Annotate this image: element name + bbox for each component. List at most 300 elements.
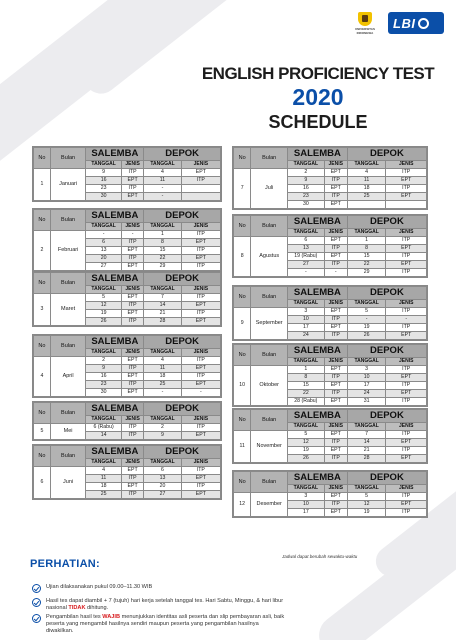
check-circle-icon <box>32 614 41 623</box>
column-header-tanggal: TANGGAL <box>288 229 325 237</box>
depok-date: - <box>144 185 181 193</box>
salemba-type: EPT <box>324 493 347 501</box>
salemba-type: ITP <box>324 501 347 509</box>
month-name: Desember <box>251 493 288 517</box>
salemba-type: EPT <box>324 308 347 316</box>
column-header-jenis: JENIS <box>324 229 347 237</box>
table-row <box>34 294 221 302</box>
salemba-type: EPT <box>324 366 347 374</box>
month-name: September <box>251 308 288 340</box>
month-number: 12 <box>234 493 251 517</box>
column-header-tanggal: TANGGAL <box>347 358 386 366</box>
depok-type: ITP <box>386 324 427 332</box>
depok-date: 15 <box>347 253 386 261</box>
depok-type: EPT <box>386 374 427 382</box>
depok-type <box>386 201 427 209</box>
depok-date: 22 <box>347 261 386 269</box>
column-header-bulan: Bulan <box>50 403 86 424</box>
salemba-date: 30 <box>86 193 122 201</box>
month-table-april <box>32 334 222 398</box>
depok-type <box>181 193 220 201</box>
column-header-bulan: Bulan <box>50 446 86 467</box>
depok-date: 13 <box>144 475 181 483</box>
schedule-note: Jadwal dapat berubah sewaktu-waktu <box>282 554 358 559</box>
salemba-date: 11 <box>86 475 122 483</box>
column-header-tanggal: TANGGAL <box>144 223 181 231</box>
depok-date: 1 <box>347 237 386 245</box>
depok-type: - <box>386 316 427 324</box>
salemba-type: ITP <box>324 316 347 324</box>
column-header-no: No <box>34 336 51 357</box>
depok-type: EPT <box>181 169 220 177</box>
salemba-type: - <box>121 231 143 239</box>
salemba-date: 16 <box>86 373 122 381</box>
salemba-type: EPT <box>324 185 347 193</box>
check-circle-icon <box>32 584 41 593</box>
location-header-depok: DEPOK <box>347 216 426 229</box>
column-header-jenis: JENIS <box>386 300 427 308</box>
salemba-date: 22 <box>288 390 325 398</box>
attention-item <box>32 598 302 612</box>
column-header-jenis: JENIS <box>386 229 427 237</box>
column-header-jenis: JENIS <box>324 485 347 493</box>
location-header-salemba: SALEMBA <box>288 148 348 161</box>
table-row <box>234 493 427 501</box>
month-number: 3 <box>34 294 51 326</box>
depok-type: ITP <box>386 493 427 501</box>
salemba-type: ITP <box>324 177 347 185</box>
table-row <box>34 169 221 177</box>
month-table-agustus <box>232 214 428 278</box>
depok-date: 28 <box>144 318 181 326</box>
month-table-juni <box>32 444 222 500</box>
column-header-jenis: JENIS <box>324 423 347 431</box>
month-number: 8 <box>234 237 251 277</box>
salemba-type: ITP <box>324 332 347 340</box>
attention-text: Ujian dilaksanakan pukul 09.00–11.30 WIB <box>46 584 153 590</box>
salemba-type: ITP <box>121 255 143 263</box>
check-circle-icon <box>32 598 41 607</box>
depok-type: EPT <box>181 318 220 326</box>
month-number: 2 <box>34 231 51 271</box>
location-header-depok: DEPOK <box>144 210 221 223</box>
depok-type: EPT <box>386 193 427 201</box>
salemba-date: 1 <box>288 366 325 374</box>
depok-type: EPT <box>386 455 427 463</box>
table-row <box>234 366 427 374</box>
depok-type: ITP <box>181 424 220 432</box>
salemba-date: 8 <box>288 374 325 382</box>
salemba-type: ITP <box>324 193 347 201</box>
location-header-depok: DEPOK <box>144 446 221 459</box>
column-header-tanggal: TANGGAL <box>86 161 122 169</box>
salemba-type: EPT <box>121 310 143 318</box>
depok-date: 8 <box>144 239 181 247</box>
salemba-date: 26 <box>86 318 122 326</box>
university-logo-text: UNIVERSITAS INDONESIA <box>355 27 375 35</box>
column-header-tanggal: TANGGAL <box>347 423 386 431</box>
month-table-mei <box>32 401 222 441</box>
depok-date: 4 <box>144 357 181 365</box>
column-header-jenis: JENIS <box>181 286 220 294</box>
depok-type: ITP <box>386 509 427 517</box>
title-schedule: SCHEDULE <box>268 112 368 132</box>
month-name: Januari <box>50 169 86 201</box>
salemba-date: 30 <box>86 389 122 397</box>
salemba-date: 17 <box>288 509 325 517</box>
depok-date: 25 <box>144 381 181 389</box>
month-table-september <box>232 285 428 341</box>
column-header-tanggal: TANGGAL <box>144 459 181 467</box>
depok-date: 4 <box>144 169 181 177</box>
depok-date: 11 <box>347 177 386 185</box>
depok-type: EPT <box>181 432 220 440</box>
depok-type: EPT <box>181 239 220 247</box>
salemba-type: EPT <box>121 357 143 365</box>
location-header-salemba: SALEMBA <box>86 210 144 223</box>
salemba-date: 25 <box>86 491 122 499</box>
column-header-no: No <box>234 148 251 169</box>
salemba-date: 9 <box>288 177 325 185</box>
depok-type: EPT <box>181 475 220 483</box>
salemba-date: 16 <box>288 185 325 193</box>
location-header-salemba: SALEMBA <box>86 446 144 459</box>
salemba-date: - <box>288 269 325 277</box>
depok-type: ITP <box>386 398 427 406</box>
table-row <box>234 169 427 177</box>
column-header-no: No <box>234 410 251 431</box>
salemba-date: 17 <box>288 324 325 332</box>
salemba-date: 5 <box>288 431 325 439</box>
depok-type: EPT <box>181 381 220 389</box>
month-table-oktober <box>232 343 428 407</box>
depok-date: 25 <box>347 193 386 201</box>
month-name: Maret <box>50 294 86 326</box>
salemba-date: 19 <box>86 310 122 318</box>
page-title: ENGLISH PROFICIENCY TEST <box>201 64 435 83</box>
depok-date: 15 <box>144 247 181 255</box>
column-header-bulan: Bulan <box>50 210 86 231</box>
month-number: 10 <box>234 366 251 406</box>
salemba-date: 18 <box>86 483 122 491</box>
column-header-tanggal: TANGGAL <box>288 423 325 431</box>
column-header-tanggal: TANGGAL <box>144 286 181 294</box>
depok-date: - <box>144 193 181 201</box>
salemba-date: 12 <box>288 439 325 447</box>
depok-date: 24 <box>347 390 386 398</box>
table-row <box>234 431 427 439</box>
column-header-tanggal: TANGGAL <box>86 286 122 294</box>
column-header-jenis: JENIS <box>121 416 143 424</box>
salemba-type: EPT <box>121 373 143 381</box>
depok-type: ITP <box>386 169 427 177</box>
salemba-type: EPT <box>324 431 347 439</box>
month-table-januari <box>32 146 222 202</box>
column-header-jenis: JENIS <box>386 485 427 493</box>
salemba-type: ITP <box>324 439 347 447</box>
depok-type: - <box>181 389 220 397</box>
salemba-type: ITP <box>121 365 143 373</box>
salemba-type: EPT <box>121 467 143 475</box>
attention-title: PERHATIAN: <box>30 558 101 570</box>
column-header-bulan: Bulan <box>251 287 288 308</box>
salemba-date: 9 <box>86 365 122 373</box>
depok-date: 11 <box>144 365 181 373</box>
salemba-date: 2 <box>86 357 122 365</box>
depok-date: 27 <box>144 491 181 499</box>
month-number: 6 <box>34 467 51 499</box>
location-header-depok: DEPOK <box>144 403 221 416</box>
depok-date: 29 <box>144 263 181 271</box>
salemba-date: 19 <box>288 447 325 455</box>
location-header-salemba: SALEMBA <box>288 216 348 229</box>
column-header-jenis: JENIS <box>121 349 143 357</box>
column-header-bulan: Bulan <box>251 216 288 237</box>
depok-date: 1 <box>144 231 181 239</box>
column-header-tanggal: TANGGAL <box>347 300 386 308</box>
emphasis-text: TIDAK <box>68 605 86 612</box>
column-header-jenis: JENIS <box>181 161 220 169</box>
month-name: Juli <box>251 169 288 209</box>
column-header-jenis: JENIS <box>121 161 143 169</box>
month-table-juli <box>232 146 428 210</box>
depok-date: 17 <box>347 382 386 390</box>
salemba-date: 14 <box>86 432 122 440</box>
depok-type: ITP <box>181 231 220 239</box>
month-number: 5 <box>34 424 51 440</box>
month-name: Agustus <box>251 237 288 277</box>
depok-date: 22 <box>144 255 181 263</box>
column-header-jenis: JENIS <box>386 161 427 169</box>
column-header-bulan: Bulan <box>50 273 86 294</box>
column-header-jenis: JENIS <box>324 300 347 308</box>
month-number: 9 <box>234 308 251 340</box>
salemba-date: - <box>86 231 122 239</box>
salemba-type: ITP <box>324 455 347 463</box>
location-header-depok: DEPOK <box>347 345 426 358</box>
depok-date: 9 <box>144 432 181 440</box>
location-header-salemba: SALEMBA <box>86 336 144 349</box>
salemba-type: ITP <box>121 475 143 483</box>
salemba-date: 15 <box>288 382 325 390</box>
salemba-date: 5 <box>86 294 122 302</box>
location-header-salemba: SALEMBA <box>86 403 144 416</box>
column-header-no: No <box>234 216 251 237</box>
column-header-tanggal: TANGGAL <box>86 459 122 467</box>
depok-type: EPT <box>181 365 220 373</box>
salemba-type: ITP <box>324 374 347 382</box>
depok-date: 31 <box>347 398 386 406</box>
salemba-type: ITP <box>121 432 143 440</box>
location-header-salemba: SALEMBA <box>288 410 348 423</box>
location-header-salemba: SALEMBA <box>288 472 348 485</box>
column-header-tanggal: TANGGAL <box>144 161 181 169</box>
location-header-salemba: SALEMBA <box>86 273 144 286</box>
column-header-bulan: Bulan <box>251 410 288 431</box>
salemba-date: 9 <box>86 169 122 177</box>
depok-date: 10 <box>347 374 386 382</box>
month-table-februari <box>32 208 222 272</box>
column-header-jenis: JENIS <box>121 459 143 467</box>
salemba-type: EPT <box>324 324 347 332</box>
column-header-no: No <box>234 472 251 493</box>
column-header-tanggal: TANGGAL <box>288 300 325 308</box>
location-header-depok: DEPOK <box>347 148 426 161</box>
depok-type: ITP <box>181 373 220 381</box>
column-header-tanggal: TANGGAL <box>288 358 325 366</box>
depok-date: 4 <box>347 169 386 177</box>
attention-text: Pengambilan hasil tes WAJIB menunjukkan identitas asli peserta dan slip pembayaran asli, baik peserta yang mengambil hasilnya sendiri maupun peserta yang pengambilan hasilnya diwakilkan. <box>46 614 285 635</box>
salemba-type: ITP <box>324 390 347 398</box>
column-header-no: No <box>234 345 251 366</box>
depok-type: ITP <box>181 357 220 365</box>
depok-date: 18 <box>144 373 181 381</box>
salemba-type: ITP <box>121 169 143 177</box>
column-header-tanggal: TANGGAL <box>288 161 325 169</box>
month-name: November <box>251 431 288 463</box>
salemba-type: EPT <box>121 247 143 255</box>
column-header-no: No <box>34 403 51 424</box>
depok-type: ITP <box>181 177 220 185</box>
salemba-type: ITP <box>121 318 143 326</box>
column-header-bulan: Bulan <box>50 148 86 169</box>
column-header-jenis: JENIS <box>181 459 220 467</box>
salemba-date: 16 <box>86 177 122 185</box>
lbi-logo-text: LBI <box>393 15 416 31</box>
salemba-type: EPT <box>324 201 347 209</box>
title-year: 2020 <box>292 84 344 110</box>
depok-date: 26 <box>347 332 386 340</box>
salemba-type: EPT <box>121 263 143 271</box>
depok-date: 29 <box>347 269 386 277</box>
column-header-tanggal: TANGGAL <box>288 485 325 493</box>
depok-date: 5 <box>347 308 386 316</box>
column-header-tanggal: TANGGAL <box>347 161 386 169</box>
depok-date: 21 <box>144 310 181 318</box>
column-header-jenis: JENIS <box>324 358 347 366</box>
month-number: 7 <box>234 169 251 209</box>
depok-date <box>347 201 386 209</box>
column-header-jenis: JENIS <box>181 349 220 357</box>
depok-type: EPT <box>386 177 427 185</box>
month-number: 4 <box>34 357 51 397</box>
salemba-date: 23 <box>288 193 325 201</box>
depok-type: ITP <box>386 269 427 277</box>
column-header-jenis: JENIS <box>121 286 143 294</box>
salemba-type: EPT <box>324 237 347 245</box>
column-header-jenis: JENIS <box>181 223 220 231</box>
location-header-salemba: SALEMBA <box>288 345 348 358</box>
depok-type: EPT <box>386 332 427 340</box>
location-header-depok: DEPOK <box>347 410 426 423</box>
table-row <box>234 308 427 316</box>
depok-type: ITP <box>386 308 427 316</box>
column-header-tanggal: TANGGAL <box>347 485 386 493</box>
depok-type: EPT <box>181 491 220 499</box>
depok-date: 12 <box>347 501 386 509</box>
depok-date: 19 <box>347 509 386 517</box>
salemba-date: 4 <box>86 467 122 475</box>
location-header-depok: DEPOK <box>144 148 221 161</box>
salemba-type: ITP <box>324 245 347 253</box>
depok-type: EPT <box>386 439 427 447</box>
salemba-type: EPT <box>121 193 143 201</box>
column-header-tanggal: TANGGAL <box>144 416 181 424</box>
salemba-date: 13 <box>86 247 122 255</box>
depok-date: 19 <box>347 324 386 332</box>
university-logo <box>352 12 378 34</box>
salemba-type: EPT <box>121 177 143 185</box>
month-name: Oktober <box>251 366 288 406</box>
table-row <box>34 467 221 475</box>
lbi-logo <box>388 12 444 34</box>
month-number: 1 <box>34 169 51 201</box>
month-name: Mei <box>50 424 86 440</box>
column-header-tanggal: TANGGAL <box>347 229 386 237</box>
month-number: 11 <box>234 431 251 463</box>
depok-date: 3 <box>347 366 386 374</box>
depok-date: 20 <box>144 483 181 491</box>
salemba-type: EPT <box>121 389 143 397</box>
depok-date: 6 <box>144 467 181 475</box>
salemba-date: 26 <box>288 455 325 463</box>
month-name: Februari <box>50 231 86 271</box>
column-header-jenis: JENIS <box>386 423 427 431</box>
table-row <box>234 237 427 245</box>
column-header-no: No <box>34 148 51 169</box>
depok-date: 21 <box>347 447 386 455</box>
depok-date: 8 <box>347 245 386 253</box>
month-name: April <box>50 357 86 397</box>
attention-item <box>32 584 302 593</box>
depok-type: ITP <box>386 185 427 193</box>
salemba-date: 6 <box>86 239 122 247</box>
depok-type: EPT <box>386 261 427 269</box>
depok-type: EPT <box>181 302 220 310</box>
salemba-type: EPT <box>324 398 347 406</box>
salemba-date: 19 (Rabu) <box>288 253 325 261</box>
depok-type: EPT <box>386 501 427 509</box>
column-header-bulan: Bulan <box>50 336 86 357</box>
depok-type: ITP <box>181 310 220 318</box>
column-header-no: No <box>34 446 51 467</box>
salemba-date: 13 <box>288 245 325 253</box>
salemba-type: EPT <box>324 169 347 177</box>
depok-type: EPT <box>181 255 220 263</box>
month-table-november <box>232 408 428 464</box>
salemba-date: 10 <box>288 316 325 324</box>
depok-type: ITP <box>386 431 427 439</box>
salemba-type: EPT <box>121 294 143 302</box>
salemba-type: EPT <box>324 253 347 261</box>
depok-date: 18 <box>347 185 386 193</box>
depok-date: 14 <box>347 439 386 447</box>
salemba-date: 23 <box>86 185 122 193</box>
column-header-tanggal: TANGGAL <box>86 349 122 357</box>
depok-type: ITP <box>181 294 220 302</box>
salemba-date: 3 <box>288 308 325 316</box>
depok-date: 14 <box>144 302 181 310</box>
salemba-date: 23 <box>86 381 122 389</box>
salemba-date: 24 <box>288 332 325 340</box>
column-header-tanggal: TANGGAL <box>86 223 122 231</box>
salemba-date: 30 <box>288 201 325 209</box>
depok-date: 5 <box>347 493 386 501</box>
salemba-date: 20 <box>86 255 122 263</box>
salemba-date: 27 <box>86 263 122 271</box>
depok-date: 7 <box>347 431 386 439</box>
depok-type: EPT <box>386 390 427 398</box>
